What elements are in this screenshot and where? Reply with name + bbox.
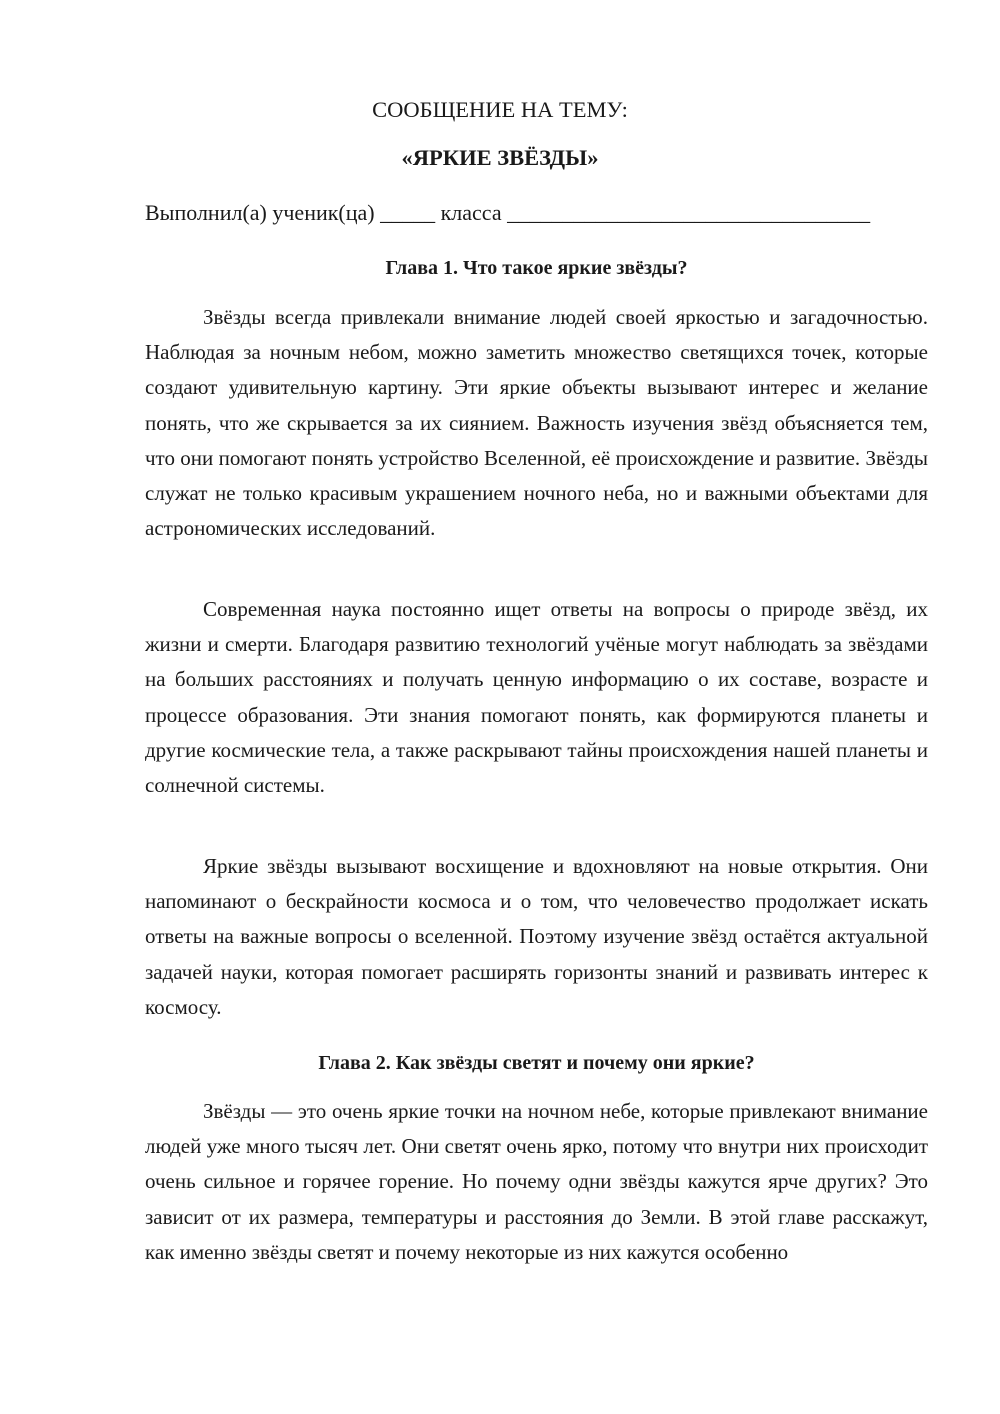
chapter-1-paragraph-3: Яркие звёзды вызывают восхищение и вдохновляют на новые открытия. Они напоминают о бескрайности космоса и о том, что человечество продолжает искать ответы на важные вопросы о вселенной. Поэтому изучение звёзд остаётся актуальной задачей науки, которая помогает расширять горизонты знаний и развивать интерес к космосу. [145,854,928,1019]
author-line: Выполнил(а) ученик(ца) _____ класса _________________________________ [145,200,871,225]
chapter-1-heading: Глава 1. Что такое яркие звёзды? [385,257,688,279]
chapter-1-paragraph-2: Современная наука постоянно ищет ответы на вопросы о природе звёзд, их жизни и смерти. Благодаря развитию технологий учёные могут наблюдать за звёздами на больших расстояниях и получать ценную информацию о их составе, возрасте и процессе образования. Эти знания помогают понять, как формируются планеты и другие космические тела, а также раскрывают тайны происхождения нашей планеты и солнечной системы. [145,597,928,798]
chapter-2-paragraph-1: Звёзды — это очень яркие точки на ночном небе, которые привлекают внимание людей уже много тысяч лет. Они светят очень ярко, потому что внутри них происходит очень сильное и горячее горение. Но почему одни звёзды кажутся ярче других? Это зависит от их размера, температуры и расстояния до Земли. В этой главе расскажут, как именно звёзды светят и почему некоторые из них кажутся особенно [145,1099,928,1264]
title-line-1: СООБЩЕНИЕ НА ТЕМУ: [372,97,628,122]
title-line-2: «ЯРКИЕ ЗВЁЗДЫ» [401,145,599,170]
chapter-2-heading: Глава 2. Как звёзды светят и почему они яркие? [318,1052,755,1074]
chapter-1-paragraph-1: Звёзды всегда привлекали внимание людей своей яркостью и загадочностью. Наблюдая за ночным небом, можно заметить множество светящихся точек, которые создают удивительную картину. Эти яркие объекты вызывают интерес и желание понять, что же скрывается за их сиянием. Важность изучения звёзд объясняется тем, что они помогают понять устройство Вселенной, её происхождение и развитие. Звёзды служат не только красивым украшением ночного неба, но и важными объектами для астрономических исследований. [145,305,928,541]
